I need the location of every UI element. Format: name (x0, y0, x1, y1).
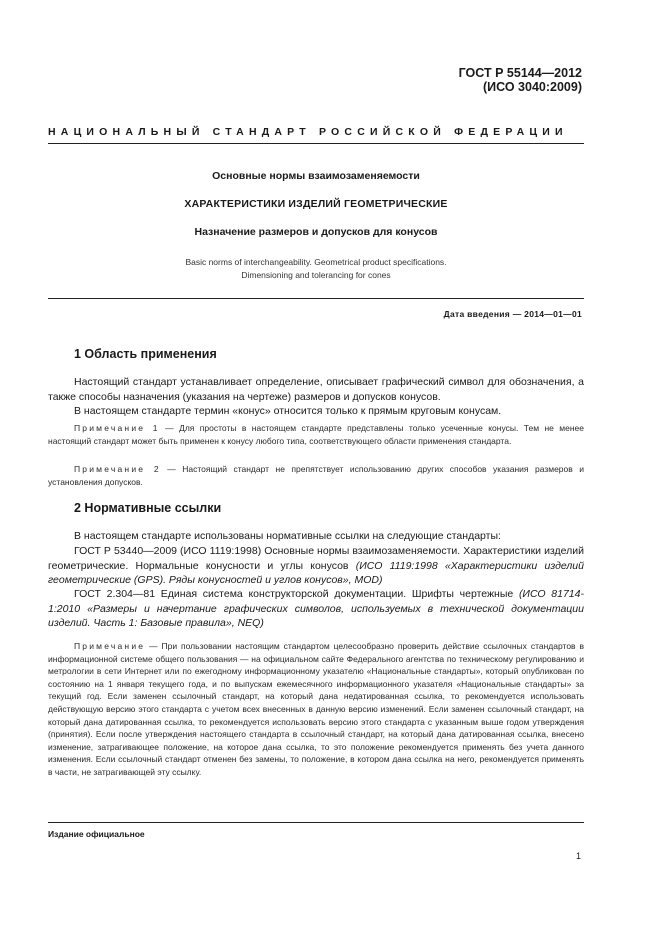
iso-number: (ИСО 3040:2009) (483, 80, 582, 94)
introduction-date: Дата введения — 2014—01—01 (443, 309, 582, 319)
reference-gost-2-304 (48, 587, 584, 631)
note-2-text: — Настоящий стандарт не препятствует использованию других способов указания размеров и установления допусков. (48, 464, 584, 487)
title-line-3: Назначение размеров и допусков для конусов (194, 226, 438, 238)
english-title (48, 256, 584, 282)
note-1-text: — Для простоты в настоящем стандарте представлены только усеченные конусы. Тем не менее настоящий стандарт может быть применен к конусу любого типа, соответствующего области применения стандарта. (48, 423, 584, 446)
section-2-paragraph-1: В настоящем стандарте использованы нормативные ссылки на следующие стандарты: (74, 530, 501, 542)
section-2-note-text: — При пользовании настоящим стандартом целесообразно проверить действие ссылочных стандартов в информационной системе общего пользования — на официальном сайте Федерального агентства по техническому регулированию и метрологии в сети Интернет или по ежегодному информационному указателю «Национальные стандарты», который опубликован по состоянию на 1 января текущего года, и по выпускам ежемесячного информационного указателя «Национальные стандарты» за текущий год. Если заменен ссылочный стандарт, на который дана недатированная ссылка, то рекомендуется использовать действующую версию этого стандарта с учетом всех внесенных в данную версию изменений. Если заменен ссылочный стандарт, на который дана датированная ссылка, то рекомендуется использовать версию этого стандарта с указанным выше годом утверждения (принятия). Если после утверждения настоящего стандарта в ссылочный стандарт, на который дана датированная ссылка, внесено изменение, затрагивающее положение, на которое дана ссылка, то это положение рекомендуется применять без учета данного изменения. Если ссылочный стандарт отменен без замены, то положение, в котором дана ссылка на него, рекомендуется применять в части, не затрагивающей эту ссылку. (48, 641, 584, 777)
gost-number: ГОСТ Р 55144—2012 (458, 66, 582, 80)
top-divider (48, 143, 584, 144)
reference-1-text: ГОСТ Р 53440—2009 (ИСО 1119:1998) Основные нормы взаимозаменяемости. Характеристики изделий геометрические. Нормальные конусности и углы конусов (48, 545, 584, 572)
official-edition-label: Издание официальное (48, 829, 145, 839)
footer-divider (48, 822, 584, 823)
section-2-note-label: Примечание (74, 641, 146, 651)
reference-1-iso: (ИСО 1119:1998 «Характеристики изделий геометрические (GPS). Ряды конусностей и углов конусов», MOD) (48, 559, 584, 586)
reference-2-iso: (ИСО 81714-1:2010 «Размеры и начертание графических символов, используемых в технической документации изделий. Часть 1: Базовые правила», NEQ) (48, 588, 584, 629)
standard-designation (459, 66, 582, 94)
english-title-line-1: Basic norms of interchangeability. Geometrical product specifications. (185, 257, 447, 267)
note-2-label: Примечание 2 (74, 464, 161, 474)
reference-gost-53440 (48, 544, 584, 588)
section-2-heading: 2 Нормативные ссылки (74, 501, 222, 515)
middle-divider (48, 298, 584, 299)
reference-2-text: ГОСТ 2.304—81 Единая система конструкторской документации. Шрифты чертежные (74, 588, 519, 600)
title-line-1: Основные нормы взаимозаменяемости (212, 170, 420, 182)
section-1-paragraph-2: В настоящем стандарте термин «конус» относится только к прямым круговым конусам. (74, 405, 502, 417)
page-number: 1 (575, 851, 581, 861)
english-title-line-2: Dimensioning and tolerancing for cones (241, 270, 391, 280)
section-1-paragraph-1: Настоящий стандарт устанавливает определение, описывает графический символ для обозначения, а также способы назначения (указания на чертеже) размеров и допусков конусов. (48, 376, 584, 403)
section-1-note-1 (48, 422, 584, 447)
national-standard-banner: НАЦИОНАЛЬНЫЙ СТАНДАРТ РОССИЙСКОЙ ФЕДЕРАЦИИ (48, 126, 568, 138)
section-1-note-2 (48, 463, 584, 488)
title-line-2: ХАРАКТЕРИСТИКИ ИЗДЕЛИЙ ГЕОМЕТРИЧЕСКИЕ (184, 198, 448, 210)
note-1-label: Примечание 1 (74, 423, 160, 433)
section-2-note (48, 640, 584, 779)
section-1-heading: 1 Область применения (74, 347, 217, 361)
